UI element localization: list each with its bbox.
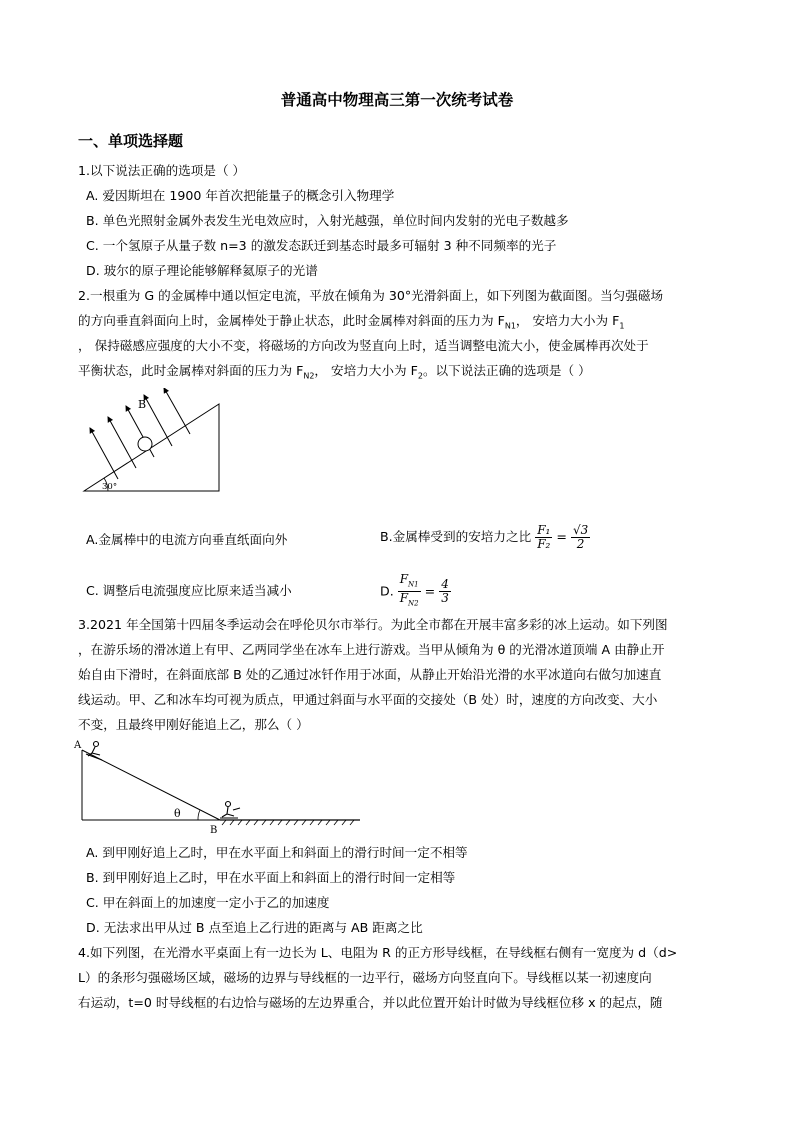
q3-option-b: B. 到甲刚好追上乙时，甲在水平面上和斜面上的滑行时间一定相等 — [86, 870, 456, 885]
q2-stem-line4: 平衡状态，此时金属棒对斜面的压力为 $F_{N2}$， 安培力大小为 $F_2$。以下说法正确的选项是（ ） — [78, 363, 591, 381]
q2-option-b: B.金属棒受到的安培力之比 $\frac{\text{F₁}}{\text{F₂}}$ = $\frac{√3}{2}$ — [380, 523, 589, 551]
q2-stem-line1: 2.一根重为 G 的金属棒中通以恒定电流，平放在倾角为 30°光滑斜面上，如下列图为截面图。当匀强磁场 — [78, 288, 664, 303]
q1-stem: 1.以下说法正确的选项是（ ） — [78, 163, 246, 178]
point-b-label: B — [210, 825, 218, 836]
q1-option-d: D. 玻尔的原子理论能够解释氦原子的光谱 — [86, 263, 318, 278]
q2-option-d: D. $\frac{F_{N1}}{F_{N2}}$ = $\frac{4}{3}$ — [380, 572, 449, 608]
q2-incline-figure — [78, 388, 228, 498]
q2-stem-line3: ， 保持磁感应强度的大小不变，将磁场的方向改为竖直向上时，适当调整电流大小，使金属棒再次处于 — [78, 338, 649, 353]
q3-stem-line4: 线运动。甲、乙和冰车均可视为质点，甲通过斜面与水平面的交接处（B 处）时，速度的方向改变、大小 — [78, 692, 658, 707]
q1-option-a: A. 爱因斯坦在 1900 年首次把能量子的概念引入物理学 — [86, 188, 395, 203]
q2-option-a: A.金属棒中的电流方向垂直纸面向外 — [86, 532, 288, 547]
q3-slide-figure — [70, 738, 370, 838]
q1-option-b: B. 单色光照射金属外表发生光电效应时，入射光越强，单位时间内发射的光电子数越多 — [86, 213, 569, 228]
q1-option-c: C. 一个氢原子从量子数 n=3 的激发态跃迁到基态时最多可辐射 3 种不同频率的光子 — [86, 238, 557, 253]
theta-label: θ — [174, 807, 181, 820]
q2-stem-line2: 的方向垂直斜面向上时，金属棒处于静止状态，此时金属棒对斜面的压力为 $F_{N1}$， 安培力大小为 $F_1$ — [78, 313, 625, 331]
q3-stem-line5: 不变，且最终甲刚好能追上乙，那么（ ） — [78, 717, 309, 732]
metal-rod — [138, 437, 152, 451]
q2-option-c: C. 调整后电流强度应比原来适当减小 — [86, 583, 292, 598]
q3-option-a: A. 到甲刚好追上乙时，甲在水平面上和斜面上的滑行时间一定不相等 — [86, 845, 468, 860]
q3-stem-line2: ，在游乐场的滑冰道上有甲、乙两同学坐在冰车上进行游戏。当甲从倾角为 θ 的光滑冰道顶端 A 由静止开 — [78, 642, 665, 657]
q3-stem-line3: 始自由下滑时，在斜面底部 B 处的乙通过冰钎作用于冰面，从静止开始沿光滑的水平冰道向右做匀加速直 — [78, 667, 662, 682]
field-b-label: B — [138, 398, 147, 411]
q3-option-c: C. 甲在斜面上的加速度一定小于乙的加速度 — [86, 895, 330, 910]
q4-stem-line1: 4.如下列图，在光滑水平桌面上有一边长为 L、电阻为 R 的正方形导线框，在导线框右侧有一宽度为 d（d> — [78, 945, 678, 960]
q4-stem-line3: 右运动，t=0 时导线框的右边恰与磁场的左边界重合，并以此位置开始计时做为导线框位移 x 的起点，随 — [78, 995, 663, 1010]
q3-stem-line1: 3.2021 年全国第十四届冬季运动会在呼伦贝尔市举行。为此全市都在开展丰富多彩的冰上运动。如下列图 — [78, 617, 668, 632]
page-title: 普通高中物理高三第一次统考试卷 — [280, 91, 514, 109]
q4-stem-line2: L）的条形匀强磁场区域，磁场的边界与导线框的一边平行，磁场方向竖直向下。导线框以某一初速度向 — [78, 970, 652, 985]
point-a-label: A — [74, 740, 82, 751]
angle-label: 30° — [102, 482, 118, 492]
q3-option-d: D. 无法求出甲从过 B 点至追上乙行进的距离与 AB 距离之比 — [86, 920, 423, 935]
sled-person-b — [220, 802, 240, 819]
section-heading: 一、单项选择题 — [78, 132, 184, 150]
sled-person-a — [86, 742, 102, 761]
